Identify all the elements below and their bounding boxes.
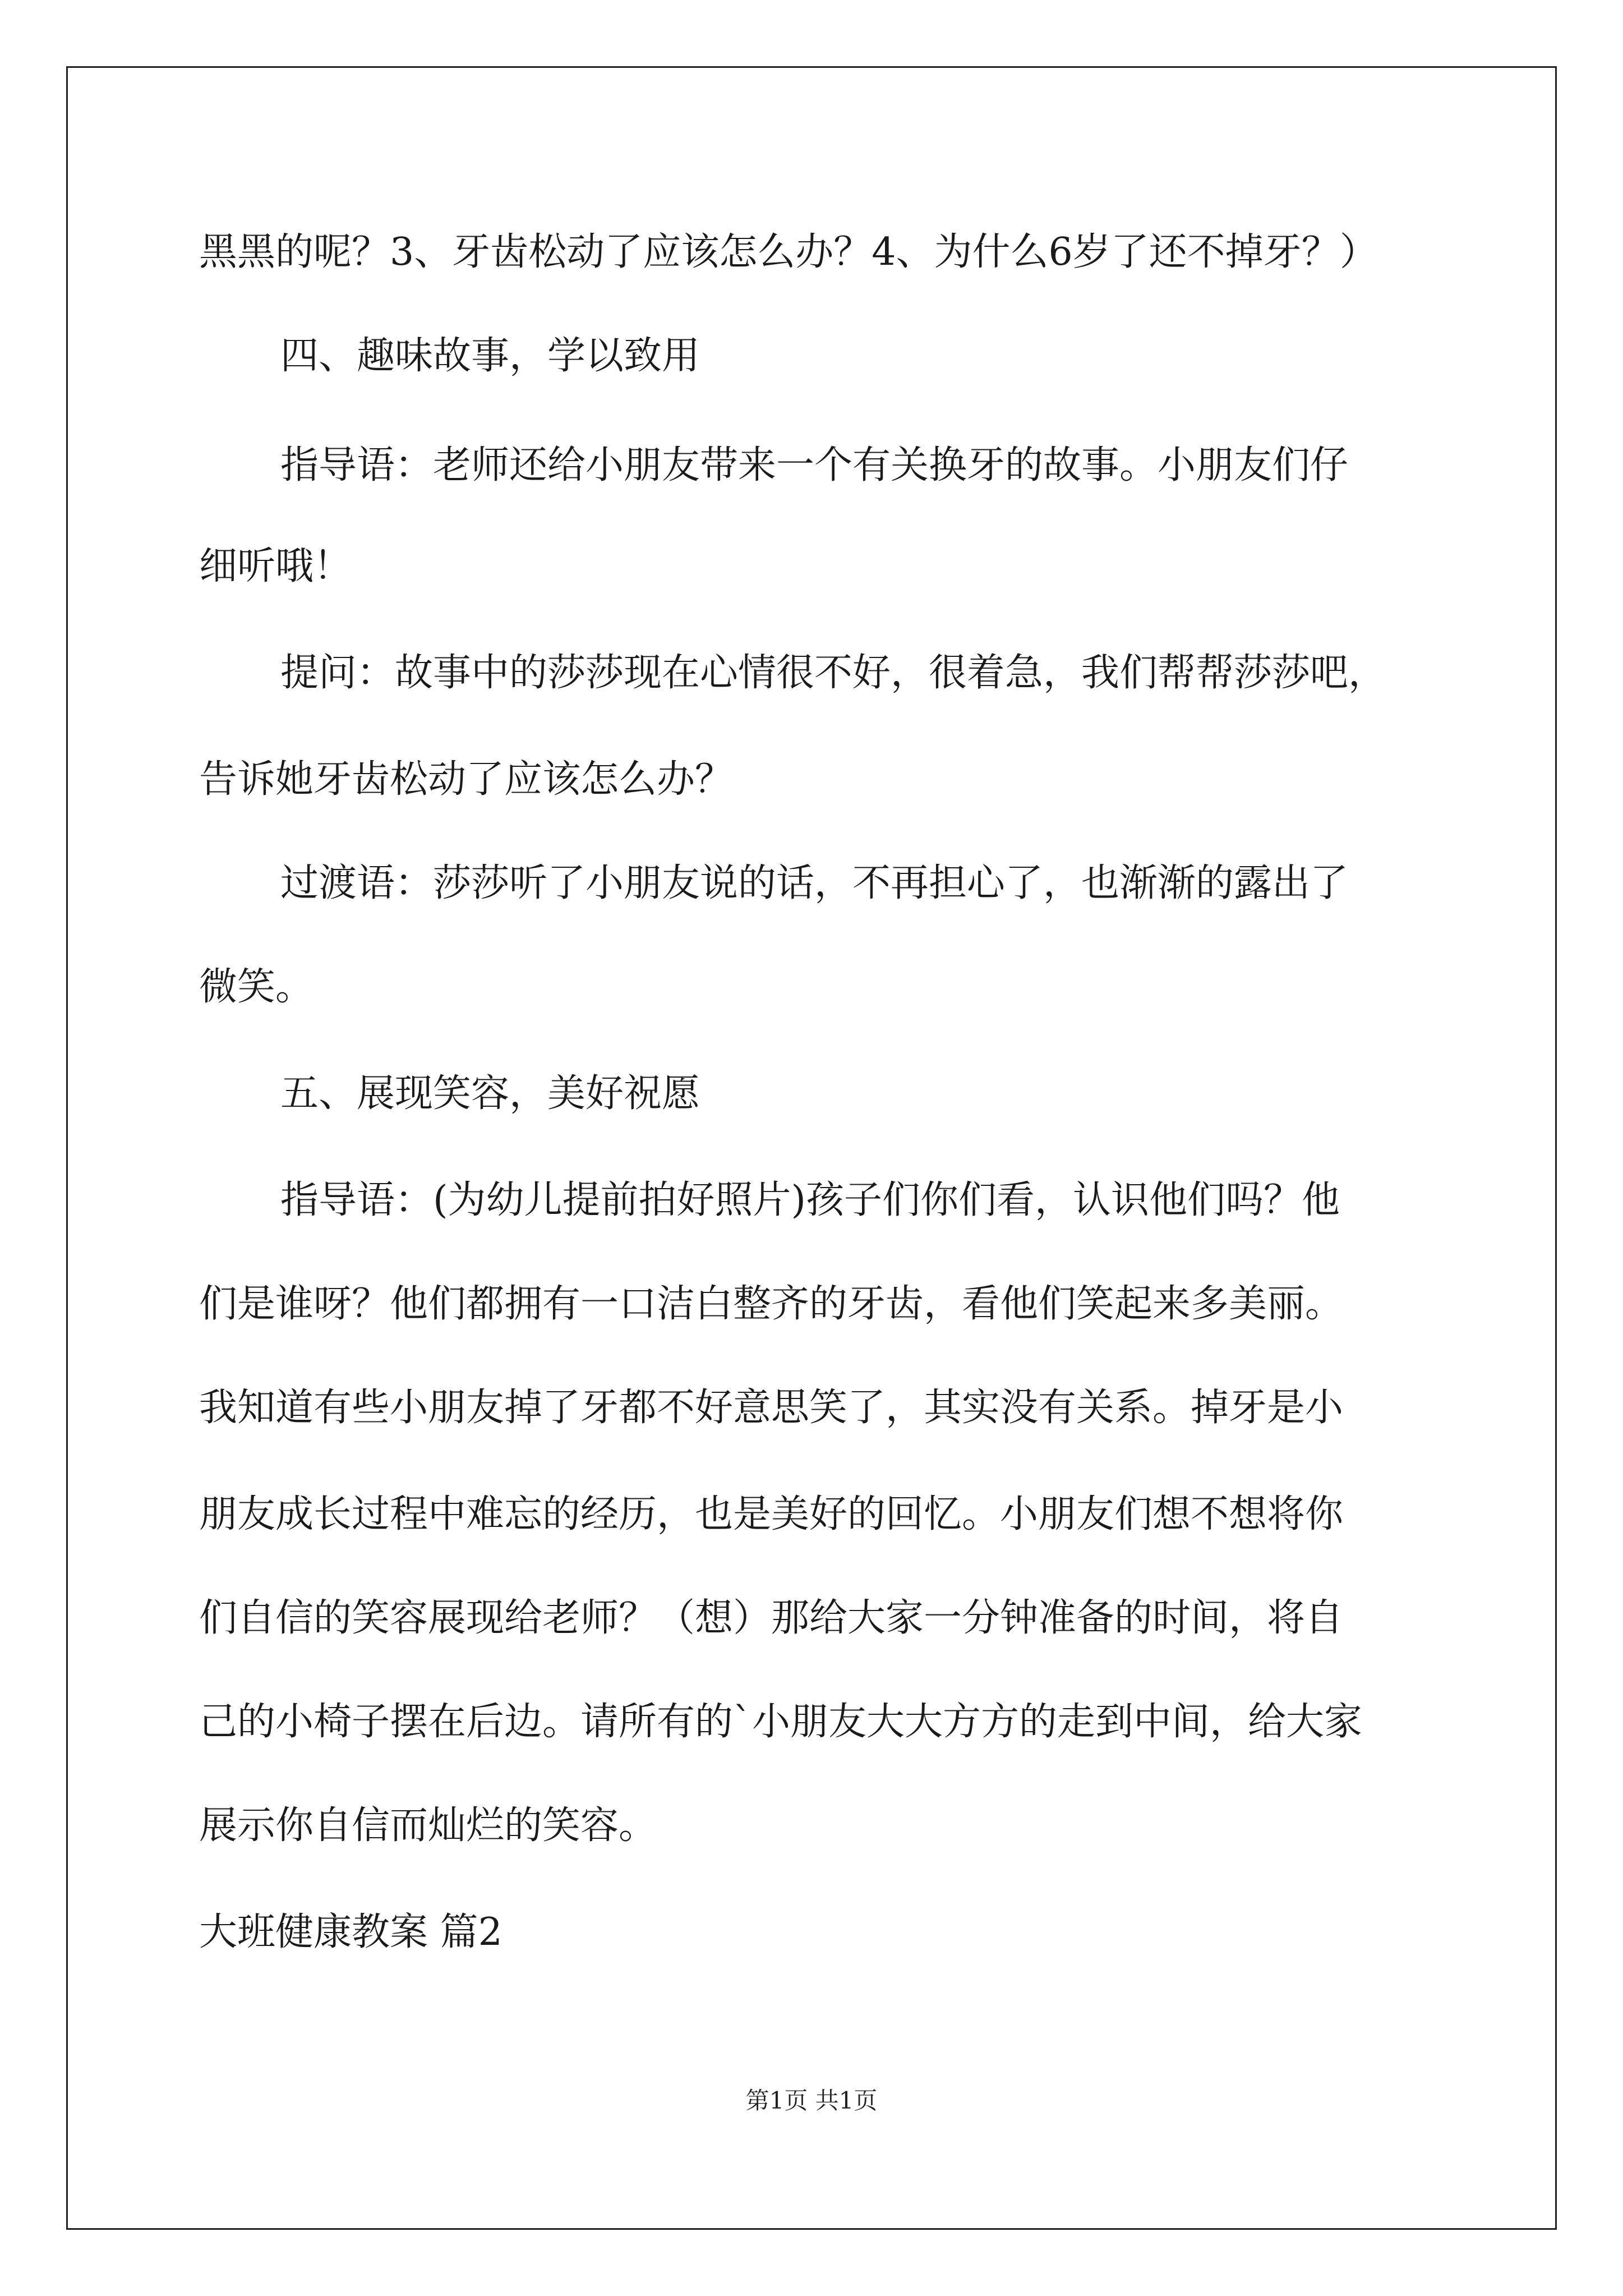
section-title: 大班健康教案 篇2 [199,1910,502,1954]
section-heading-4: 四、趣味故事，学以致用 [280,334,700,378]
text-line-7: 过渡语：莎莎听了小朋友说的话，不再担心了，也渐渐的露出了 [280,861,1349,905]
text-line-11: 们是谁呀？他们都拥有一口洁白整齐的牙齿，看他们笑起来多美丽。 [199,1282,1344,1326]
text-line-8: 微笑。 [199,965,314,1009]
text-line-1: 黑黑的呢？3、牙齿松动了应该怎么办？4、为什么6岁了还不掉牙？） [199,230,1378,274]
text-line-14: 们自信的笑容展现给老师？（想）那给大家一分钟准备的时间，将自 [199,1596,1344,1640]
text-line-16: 展示你自信而灿烂的笑容。 [199,1803,657,1848]
text-line-3: 指导语：老师还给小朋友带来一个有关换牙的故事。小朋友们仔 [280,443,1349,487]
text-line-12: 我知道有些小朋友掉了牙都不好意思笑了，其实没有关系。掉牙是小 [199,1386,1344,1430]
text-line-13: 朋友成长过程中难忘的经历，也是美好的回忆。小朋友们想不想将你 [199,1492,1344,1536]
text-line-10: 指导语：(为幼儿提前拍好照片)孩子们你们看，认识他们吗？他 [280,1178,1340,1222]
text-line-15: 己的小椅子摆在后边。请所有的`小朋友大大方方的走到中间，给大家 [199,1700,1363,1744]
page-border [66,66,1557,2230]
text-line-5: 提问：故事中的莎莎现在心情很不好，很着急，我们帮帮莎莎吧， [280,651,1387,695]
text-line-6: 告诉她牙齿松动了应该怎么办？ [199,757,734,802]
text-line-4: 细听哦！ [199,544,352,588]
page-footer: 第1页 共1页 [745,2087,878,2114]
section-heading-5: 五、展现笑容，美好祝愿 [280,1071,700,1116]
